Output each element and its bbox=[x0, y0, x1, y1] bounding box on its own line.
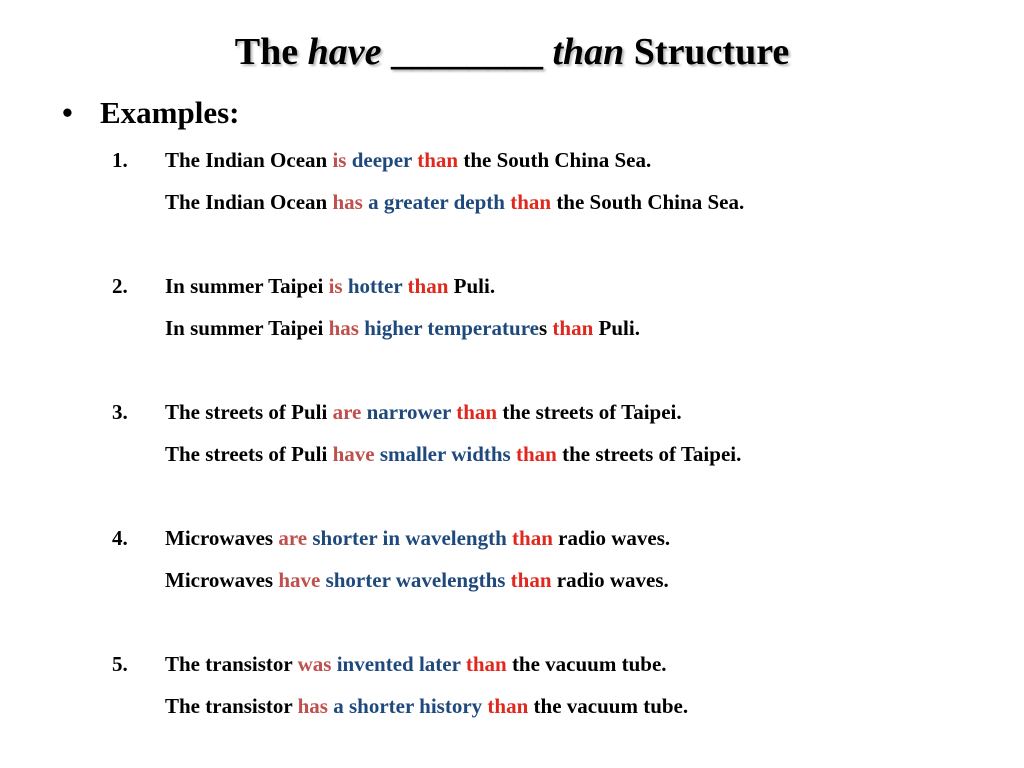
sentence-text: Microwaves bbox=[165, 568, 279, 592]
sentence-text: Puli. bbox=[593, 316, 640, 340]
examples-label: Examples: bbox=[100, 95, 240, 130]
comparative-phrase: invented later bbox=[336, 652, 461, 676]
verb-word: have bbox=[332, 442, 375, 466]
than-word: than bbox=[515, 442, 557, 466]
slide-title bbox=[0, 30, 1024, 74]
than-word: than bbox=[487, 694, 529, 718]
sentence-text: The streets of Puli bbox=[165, 442, 333, 466]
comparative-phrase: a shorter history bbox=[333, 694, 483, 718]
sentence-text: the vacuum tube. bbox=[528, 694, 689, 718]
sentence-text: the vacuum tube. bbox=[506, 652, 667, 676]
verb-word: have bbox=[278, 568, 321, 592]
sentence-text: the South China Sea. bbox=[551, 190, 745, 214]
verb-word: is bbox=[332, 148, 347, 172]
comparative-phrase: higher temperature bbox=[364, 316, 539, 340]
example-number: 5. bbox=[112, 652, 128, 676]
comparative-phrase: narrower bbox=[366, 400, 451, 424]
sentence-text: s bbox=[538, 316, 553, 340]
example-number: 1. bbox=[112, 148, 128, 172]
comparative-phrase: deeper bbox=[351, 148, 412, 172]
title-have: have bbox=[307, 31, 382, 73]
than-word: than bbox=[512, 526, 553, 550]
sentence-text: The streets of Puli bbox=[165, 400, 333, 424]
than-word: than bbox=[417, 148, 459, 172]
comparative-phrase: hotter bbox=[347, 274, 403, 298]
than-word: than bbox=[552, 316, 594, 340]
title-than: than bbox=[552, 31, 625, 73]
verb-word: has bbox=[332, 190, 363, 214]
title-blank: ________ bbox=[381, 31, 553, 73]
example-number: 2. bbox=[112, 274, 128, 298]
example-sentence-have bbox=[165, 568, 669, 593]
sentence-text: the streets of Taipei. bbox=[497, 400, 682, 424]
example-number: 3. bbox=[112, 400, 128, 424]
example-sentence-have bbox=[165, 316, 640, 341]
sentence-text: The Indian Ocean bbox=[165, 148, 333, 172]
sentence-text: The Indian Ocean bbox=[165, 190, 333, 214]
than-word: than bbox=[456, 400, 498, 424]
examples-bullet bbox=[62, 95, 240, 131]
verb-word: has bbox=[328, 316, 359, 340]
example-sentence-be bbox=[165, 400, 682, 425]
sentence-text: In summer Taipei bbox=[165, 316, 329, 340]
example-sentence-have bbox=[165, 190, 744, 215]
example-sentence-be bbox=[165, 148, 651, 173]
example-sentence-have bbox=[165, 694, 688, 719]
sentence-text: Microwaves bbox=[165, 526, 279, 550]
verb-word: has bbox=[297, 694, 328, 718]
sentence-text: radio waves. bbox=[552, 526, 671, 550]
sentence-text: the streets of Taipei. bbox=[556, 442, 742, 466]
comparative-phrase: smaller widths bbox=[379, 442, 511, 466]
verb-word: are bbox=[332, 400, 362, 424]
sentence-text: radio waves. bbox=[551, 568, 669, 592]
sentence-text: In summer Taipei bbox=[165, 274, 329, 298]
sentence-text: The transistor bbox=[165, 694, 298, 718]
than-word: than bbox=[510, 190, 552, 214]
title-part-structure: Structure bbox=[624, 31, 790, 73]
example-sentence-be bbox=[165, 274, 495, 299]
than-word: than bbox=[465, 652, 507, 676]
than-word: than bbox=[407, 274, 449, 298]
sentence-text: Puli. bbox=[448, 274, 496, 298]
bullet-icon: • bbox=[62, 95, 73, 130]
comparative-phrase: shorter wavelengths bbox=[325, 568, 506, 592]
example-sentence-be bbox=[165, 652, 667, 677]
verb-word: is bbox=[328, 274, 343, 298]
verb-word: are bbox=[278, 526, 308, 550]
sentence-text: The transistor bbox=[165, 652, 298, 676]
sentence-text: the South China Sea. bbox=[458, 148, 652, 172]
comparative-phrase: a greater depth bbox=[368, 190, 505, 214]
verb-word: was bbox=[297, 652, 332, 676]
example-number: 4. bbox=[112, 526, 128, 550]
than-word: than bbox=[510, 568, 552, 592]
example-sentence-have bbox=[165, 442, 741, 467]
example-sentence-be bbox=[165, 526, 670, 551]
title-part-the: The bbox=[234, 31, 308, 73]
comparative-phrase: shorter in wavelength bbox=[312, 526, 507, 550]
